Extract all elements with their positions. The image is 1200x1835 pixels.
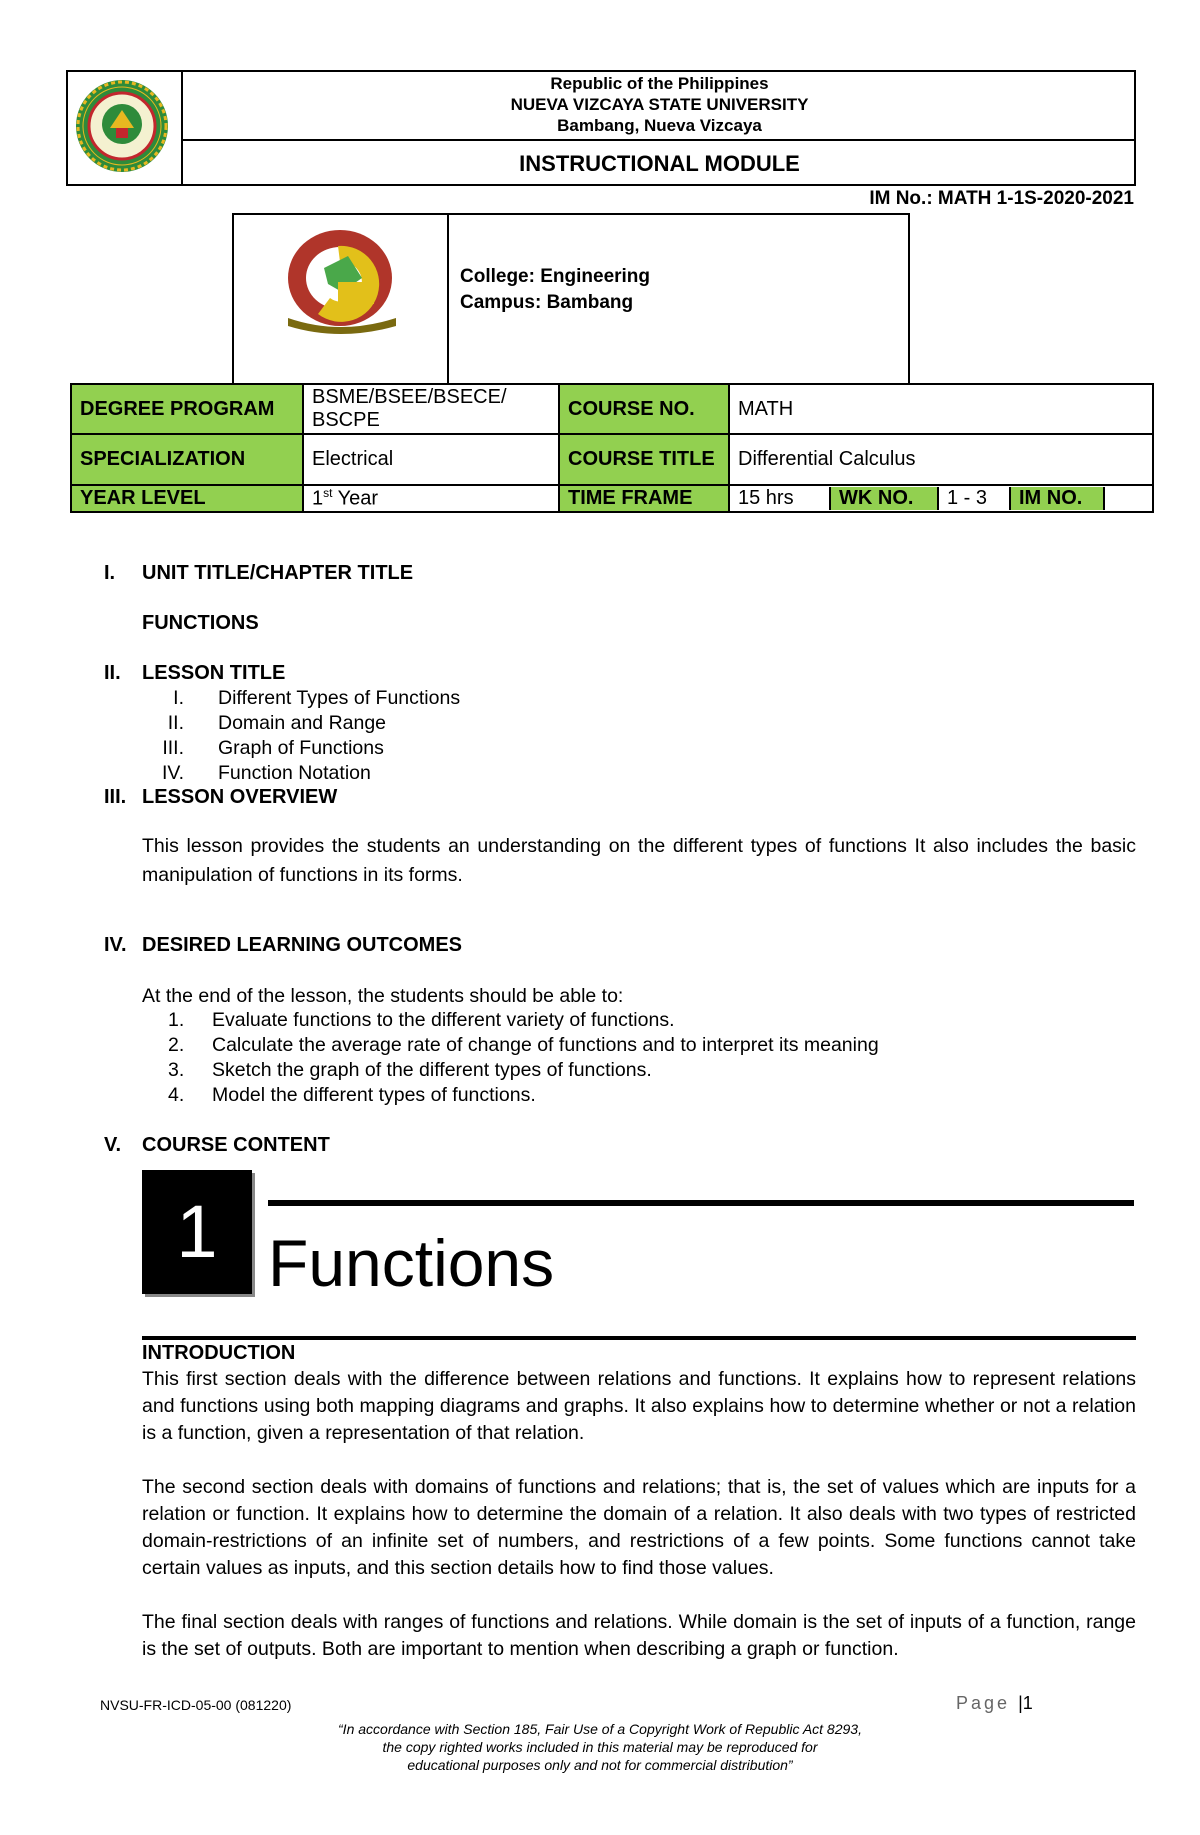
college-box-divider	[447, 213, 449, 383]
course-info-table	[70, 383, 1154, 513]
lesson-text: Different Types of Functions	[218, 687, 461, 709]
outcome-num: 3.	[168, 1059, 185, 1081]
outcome-num: 1.	[168, 1009, 185, 1031]
outcome-text: Model the different types of functions.	[212, 1084, 536, 1106]
year-level-sup: st	[323, 486, 333, 501]
outcome-item	[168, 1033, 879, 1058]
campus-name: Campus: Bambang	[460, 292, 634, 313]
header-logo-cell	[66, 70, 183, 186]
section-3-title: LESSON OVERVIEW	[142, 786, 338, 808]
lesson-item	[140, 761, 460, 786]
lesson-text: Function Notation	[218, 762, 371, 784]
republic-line: Republic of the Philippines	[550, 74, 769, 93]
lesson-text: Graph of Functions	[218, 737, 384, 759]
im-no-label: IM NO.	[1010, 487, 1104, 510]
im-number: IM No.: MATH 1-1S-2020-2021	[869, 188, 1134, 209]
specialization-label: SPECIALIZATION	[71, 434, 303, 485]
page-separator: |	[1018, 1693, 1023, 1713]
section-4-title: DESIRED LEARNING OUTCOMES	[142, 934, 463, 956]
time-frame-value: 15 hrs	[738, 487, 794, 509]
outcome-text: Sketch the graph of the different types of functions.	[212, 1059, 652, 1081]
section-5-title: COURSE CONTENT	[142, 1134, 330, 1156]
intro-paragraph-2: The second section deals with domains of functions and relations; that is, the set of values which are inputs for a relation or function. It explains how to determine the domain of a relation. It also deals with two types of restricted domain-restrictions of an infinite set of numbers, and restrictions of a few points. Some functions cannot take certain values as inputs, and this section details how to find those values.	[142, 1476, 1136, 1579]
section-2-number: II.	[104, 662, 121, 684]
section-1-number: I.	[104, 562, 116, 584]
college-logo-cell	[278, 226, 413, 341]
outcome-item	[168, 1058, 879, 1083]
course-title-value: Differential Calculus	[729, 434, 1153, 485]
section-3-number: III.	[104, 786, 127, 808]
time-frame-group	[729, 485, 1153, 512]
lesson-text: Domain and Range	[218, 712, 387, 734]
page-indicator	[956, 1693, 1033, 1714]
lesson-overview-text: This lesson provides the students an understanding on the different types of functions It also includes the basic manipulation of functions in its forms.	[142, 835, 1136, 886]
year-level-num: 1	[312, 487, 324, 510]
course-title-label: COURSE TITLE	[559, 434, 729, 485]
college-info	[460, 264, 650, 316]
year-level-label: YEAR LEVEL	[71, 485, 303, 512]
lesson-item	[140, 736, 460, 761]
year-level-value	[303, 485, 559, 512]
copyright-line-3: educational purposes only and not for commercial distribution”	[407, 1757, 793, 1773]
copyright-line-2: the copy righted works included in this material may be reproduced for	[382, 1739, 818, 1755]
degree-program-label: DEGREE PROGRAM	[71, 384, 303, 434]
copyright-line-1: “In accordance with Section 185, Fair Use of a Copyright Work of Republic Act 8293,	[338, 1721, 862, 1737]
outcomes-intro: At the end of the lesson, the students should be able to:	[142, 985, 624, 1007]
outcome-item	[168, 1008, 879, 1033]
introduction-rule	[142, 1336, 1136, 1340]
outcome-num: 4.	[168, 1084, 185, 1106]
section-5-number: V.	[104, 1134, 122, 1156]
year-level-rest: Year	[332, 487, 379, 510]
header-institution	[183, 70, 1136, 141]
chapter-title-value: FUNCTIONS	[142, 612, 259, 634]
lesson-num: IV.	[161, 762, 184, 784]
intro-paragraph-1: This first section deals with the difference between relations and functions. It explains how to represent relations and functions using both mapping diagrams and graphs. It also explains how to determine whether or not a relation is a function, given a representation of that relation.	[142, 1368, 1136, 1444]
lesson-num: III.	[162, 737, 184, 759]
chapter-title: Functions	[268, 1226, 555, 1300]
lesson-num: II.	[167, 712, 184, 734]
page-label: Page	[956, 1693, 1011, 1713]
wk-no-value: 1 - 3	[938, 487, 1010, 510]
outcome-text: Evaluate functions to the different variety of functions.	[212, 1009, 675, 1031]
outcome-num: 2.	[168, 1034, 185, 1056]
lesson-num: I.	[173, 687, 184, 709]
im-no-value	[1104, 487, 1152, 510]
section-2-title: LESSON TITLE	[142, 662, 286, 684]
engineering-logo-icon	[278, 226, 413, 336]
college-name: College: Engineering	[460, 266, 651, 287]
section-1-title: UNIT TITLE/CHAPTER TITLE	[142, 562, 414, 584]
university-location: Bambang, Nueva Vizcaya	[557, 116, 762, 135]
module-title: INSTRUCTIONAL MODULE	[519, 151, 800, 176]
lesson-item	[140, 711, 460, 736]
university-name: NUEVA VIZCAYA STATE UNIVERSITY	[510, 95, 809, 114]
chapter-rule	[268, 1200, 1134, 1206]
chapter-number-box: 1	[142, 1170, 252, 1294]
time-frame-label: TIME FRAME	[559, 485, 729, 512]
section-4-number: IV.	[104, 934, 127, 956]
time-frame-subtable	[730, 487, 1152, 510]
lesson-item	[140, 686, 460, 711]
copyright-note	[300, 1720, 900, 1774]
intro-paragraph-3: The final section deals with ranges of functions and relations. While domain is the set of inputs of a function, range is the set of outputs. Both are important to mention when describing a graph or function.	[142, 1611, 1136, 1660]
outcomes-list	[168, 1008, 879, 1108]
nvsu-seal-icon	[66, 70, 179, 182]
degree-program-value: BSME/BSEE/BSECE/ BSCPE	[303, 384, 559, 434]
introduction-heading: INTRODUCTION	[142, 1342, 296, 1364]
lesson-list	[140, 686, 460, 786]
outcome-text: Calculate the average rate of change of functions and to interpret its meaning	[212, 1034, 879, 1056]
specialization-value: Electrical	[303, 434, 559, 485]
outcome-item	[168, 1083, 879, 1108]
page-number: 1	[1022, 1693, 1033, 1713]
course-no-label: COURSE NO.	[559, 384, 729, 434]
form-code: NVSU-FR-ICD-05-00 (081220)	[100, 1697, 292, 1713]
course-no-value: MATH	[729, 384, 1153, 434]
wk-no-label: WK NO.	[830, 487, 938, 510]
